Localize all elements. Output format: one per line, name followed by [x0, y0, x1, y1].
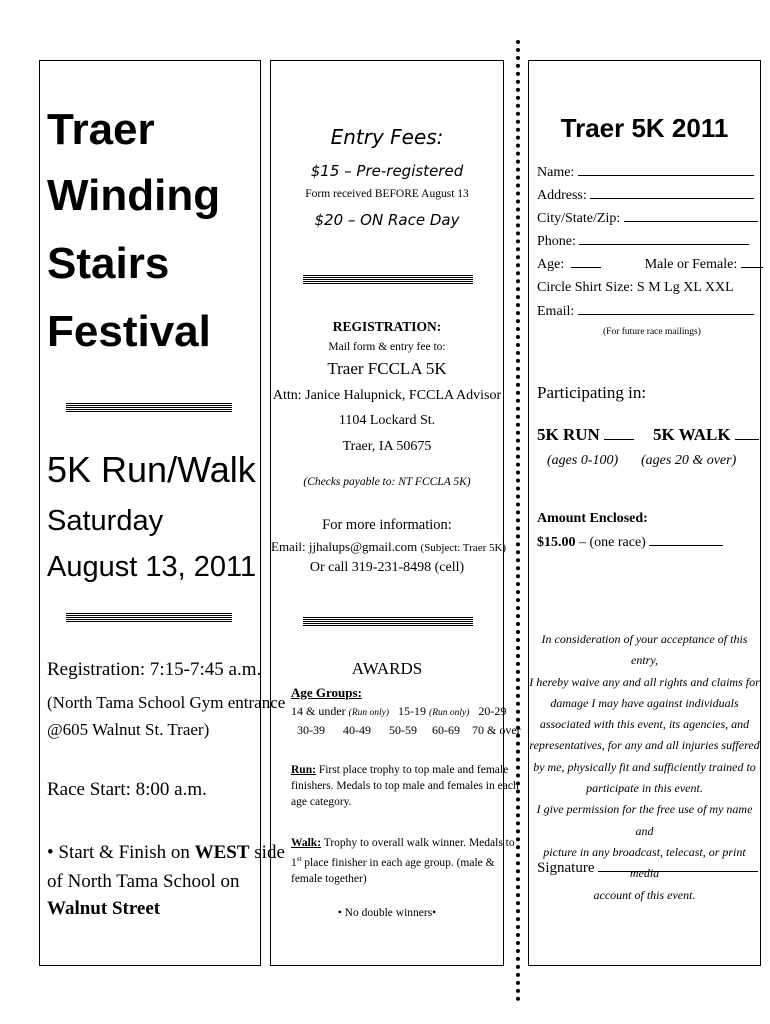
- amount-value: $15.00: [537, 535, 576, 550]
- participating-heading: Participating in:: [537, 383, 647, 402]
- divider: [66, 403, 232, 412]
- fees-awards-panel: [270, 60, 521, 966]
- fee-preregistered-note: Form received BEFORE August 13: [305, 188, 469, 200]
- age-group: 14 & under: [291, 704, 349, 718]
- more-info-heading: For more information:: [322, 517, 452, 533]
- email-label: Email:: [537, 304, 575, 319]
- signature-label: Signature: [537, 860, 595, 876]
- walk-awards-text: Trophy to overall walk winner. Medals to: [321, 837, 515, 849]
- amount-line[interactable]: [537, 535, 723, 551]
- run-awards-text: finishers. Medals to top male and females in each: [291, 780, 519, 792]
- walk-awards: [291, 835, 515, 887]
- walk-label: Walk:: [291, 837, 322, 849]
- event-day: Saturday: [47, 505, 164, 537]
- no-double-winners: • No double winners•: [337, 907, 437, 919]
- run-option-label: 5K RUN: [537, 425, 600, 444]
- mail-instructions: Mail form & entry fee to:: [328, 341, 446, 353]
- location-line-2: @605 Walnut St. Traer): [47, 720, 210, 739]
- awards-heading: AWARDS: [351, 659, 423, 678]
- age-group: 40-49: [343, 723, 371, 737]
- run-option[interactable]: [537, 425, 634, 445]
- run-awards: [291, 762, 519, 810]
- age-label: Age:: [537, 257, 565, 272]
- fee-preregistered: $15 – Pre-registered: [310, 162, 464, 180]
- location-line-1: (North Tama School Gym entrance: [47, 693, 286, 712]
- ordinal-suffix: st: [296, 855, 302, 863]
- name-input-line[interactable]: [578, 175, 754, 176]
- start-finish-line-3: Walnut Street: [47, 898, 161, 919]
- age-group: 70 & over: [472, 723, 521, 737]
- city-label: City/State/Zip:: [537, 211, 621, 226]
- waiver-line: account of this event.: [593, 887, 696, 902]
- contact-phone: Or call 319-231-8498 (cell): [309, 560, 465, 575]
- age-group: 60-69: [432, 723, 460, 737]
- festival-title-line-3: Stairs: [47, 239, 170, 288]
- city-input-line[interactable]: [624, 221, 758, 222]
- waiver-line: representatives, for any and all injuries suffered: [529, 738, 760, 753]
- phone-input-line[interactable]: [579, 244, 749, 245]
- waiver-line: damage I may have against individuals: [550, 695, 739, 710]
- waiver-line: associated with this event, its agencies, and: [539, 717, 750, 732]
- email-subject: (Subject: Traer 5K): [420, 542, 507, 554]
- age-group: 20-29: [478, 704, 507, 718]
- email-note: (For future race mailings): [603, 327, 701, 337]
- amount-input-line[interactable]: [649, 545, 723, 546]
- run-label: Run:: [291, 764, 316, 776]
- shirt-size-field[interactable]: Circle Shirt Size: S M Lg XL XXL: [537, 280, 734, 295]
- email-address: Email: jjhalups@gmail.com: [271, 539, 421, 554]
- city-field[interactable]: [537, 211, 758, 227]
- entry-form-panel: [528, 60, 761, 966]
- festival-title-line-4: Festival: [47, 307, 211, 356]
- amount-label: Amount Enclosed:: [537, 511, 648, 526]
- walk-option-label: 5K WALK: [653, 425, 731, 444]
- address-label: Address:: [537, 188, 587, 203]
- race-start-time: Race Start: 8:00 a.m.: [47, 779, 207, 800]
- waiver-line: In consideration of your acceptance of this entry,: [541, 632, 748, 668]
- age-group: 15-19: [398, 704, 430, 718]
- walk-option-line[interactable]: [735, 439, 759, 440]
- divider: [66, 613, 232, 622]
- start-finish-text: • Start & Finish on: [47, 842, 195, 863]
- run-awards-text: age category.: [291, 796, 352, 808]
- event-date: August 13, 2011: [47, 551, 257, 583]
- name-field[interactable]: [537, 165, 754, 181]
- waiver-line: I hereby waive any and all rights and claims for: [529, 674, 760, 689]
- festival-title-line-1: Traer: [47, 105, 155, 154]
- email-input-line[interactable]: [578, 314, 754, 315]
- run-ages: (ages 0-100): [547, 453, 619, 468]
- divider: [303, 275, 473, 284]
- mail-city: Traer, IA 50675: [342, 439, 432, 454]
- cut-line: [516, 40, 520, 1002]
- name-label: Name:: [537, 165, 575, 180]
- phone-label: Phone:: [537, 234, 576, 249]
- age-groups-label: Age Groups:: [291, 685, 362, 700]
- age-group: 50-59: [389, 723, 417, 737]
- signature-field[interactable]: [537, 860, 758, 877]
- fee-race-day: $20 – ON Race Day: [314, 211, 460, 229]
- sex-label: Male or Female:: [644, 257, 738, 272]
- divider: [303, 617, 473, 626]
- address-field[interactable]: [537, 188, 754, 204]
- address-input-line[interactable]: [590, 198, 754, 199]
- age-groups-row-1: [291, 704, 506, 719]
- event-info-panel: [39, 60, 286, 966]
- contact-email: [271, 539, 507, 555]
- registration-time: Registration: 7:15-7:45 a.m.: [47, 659, 262, 680]
- age-groups-row-2: [297, 723, 521, 738]
- run-only-note: (Run only): [429, 708, 470, 718]
- mail-attn: Attn: Janice Halupnick, FCCLA Advisor: [272, 388, 502, 403]
- age-sex-field[interactable]: [537, 257, 763, 273]
- sex-input-line[interactable]: [741, 267, 763, 268]
- festival-title-line-2: Winding: [47, 171, 221, 220]
- waiver-line: picture in any broadcast, telecast, or print media: [543, 844, 746, 881]
- event-name: 5K Run/Walk: [47, 449, 256, 490]
- phone-field[interactable]: [537, 234, 749, 250]
- mail-org: Traer FCCLA 5K: [327, 359, 447, 378]
- entry-fees-heading: Entry Fees:: [330, 125, 444, 149]
- form-title: Traer 5K 2011: [560, 113, 729, 143]
- run-awards-text: First place trophy to top male and female: [315, 764, 509, 776]
- walk-option[interactable]: [653, 425, 759, 445]
- amount-suffix: – (one race): [575, 535, 646, 550]
- mail-street: 1104 Lockard St.: [338, 413, 436, 428]
- start-finish-note: [47, 842, 285, 864]
- run-only-note: (Run only): [348, 708, 390, 718]
- walk-ages: (ages 20 & over): [641, 453, 737, 468]
- age-input-line[interactable]: [571, 267, 601, 268]
- waiver-line: I give permission for the free use of my name and: [536, 802, 753, 838]
- run-option-line[interactable]: [604, 439, 634, 440]
- start-finish-side: WEST: [194, 842, 250, 863]
- walk-awards-text: place finisher in each age group. (male &: [301, 856, 495, 869]
- registration-heading: REGISTRATION:: [332, 319, 442, 334]
- walk-awards-text: female together): [291, 872, 367, 885]
- email-field[interactable]: [537, 304, 754, 320]
- start-finish-line-2: of North Tama School on: [47, 871, 240, 892]
- signature-input-line[interactable]: [598, 871, 758, 872]
- start-finish-suffix: side: [249, 842, 285, 863]
- waiver-line: by me, physically fit and sufficiently trained to: [533, 759, 756, 774]
- age-group: 30-39: [297, 723, 325, 737]
- checks-payable: (Checks payable to: NT FCCLA 5K): [303, 476, 471, 488]
- waiver-line: participate in this event.: [586, 781, 703, 796]
- walk-awards-text: 1: [291, 856, 297, 869]
